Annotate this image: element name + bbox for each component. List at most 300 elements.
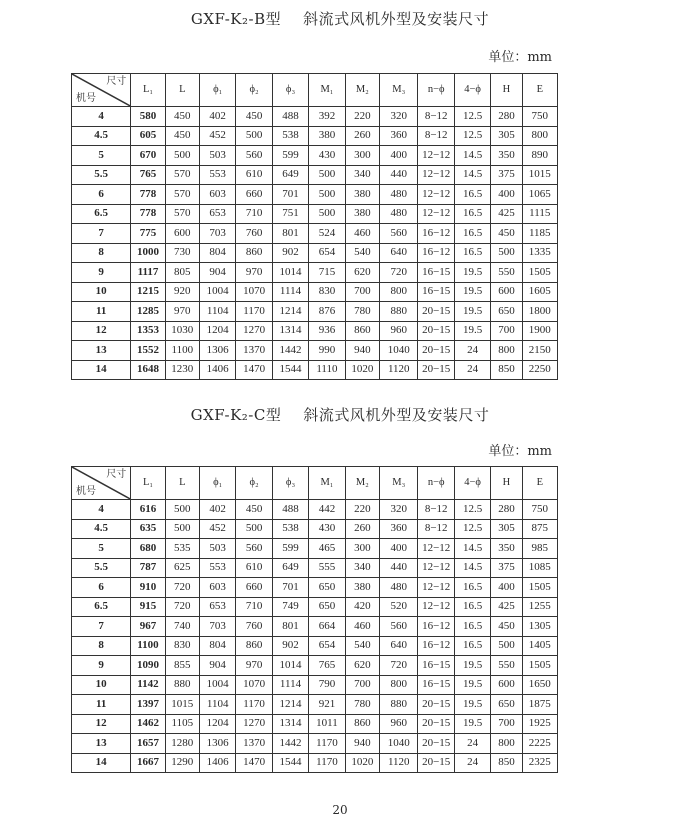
table-cell: 1544 (272, 360, 308, 380)
table-cell: 360 (379, 519, 418, 539)
table-cell: 14.5 (454, 539, 490, 559)
table-cell: 970 (236, 656, 272, 676)
table-cell: 800 (379, 282, 418, 302)
table-cell: 880 (379, 302, 418, 322)
table-cell: 650 (309, 578, 345, 598)
table-cell: 500 (309, 185, 345, 205)
table-cell: 778 (131, 185, 165, 205)
table-cell: 800 (379, 675, 418, 695)
table-cell: 1070 (236, 675, 272, 695)
table-cell: 16−12 (418, 636, 454, 656)
table-cell: 1100 (165, 341, 199, 361)
table-cell: 603 (199, 185, 235, 205)
table-cell: 16.5 (454, 578, 490, 598)
corner-label-model-no: 机号 (76, 486, 96, 497)
table-cell: 1170 (236, 302, 272, 322)
machine-number-cell: 7 (72, 617, 131, 637)
table-cell: 1065 (522, 185, 557, 205)
table-row (72, 519, 558, 539)
table-cell: 19.5 (454, 656, 490, 676)
table-cell: 1070 (236, 282, 272, 302)
table-row (72, 341, 558, 361)
table-cell: 970 (165, 302, 199, 322)
table-cell: 19.5 (454, 282, 490, 302)
machine-number-cell: 5 (72, 146, 131, 166)
table-row (72, 204, 558, 224)
table-cell: 700 (345, 675, 379, 695)
table-cell: 990 (309, 341, 345, 361)
table-cell: 500 (491, 243, 522, 263)
header-corner-cell (72, 74, 131, 107)
table-cell: 14.5 (454, 165, 490, 185)
table-row (72, 302, 558, 322)
table-cell: 350 (491, 539, 522, 559)
table-cell: 450 (236, 107, 272, 127)
table-cell: 1120 (379, 360, 418, 380)
column-header: ϕ₁ (199, 74, 235, 107)
table-cell: 300 (345, 539, 379, 559)
table-cell: 804 (199, 243, 235, 263)
table-cell: 720 (379, 263, 418, 283)
table-cell: 19.5 (454, 321, 490, 341)
table-cell: 24 (454, 341, 490, 361)
table-cell: 1117 (131, 263, 165, 283)
table-cell: 1552 (131, 341, 165, 361)
table-cell: 14.5 (454, 558, 490, 578)
table-cell: 760 (236, 224, 272, 244)
table-cell: 402 (199, 107, 235, 127)
table-cell: 710 (236, 204, 272, 224)
table-cell: 605 (131, 126, 165, 146)
table-cell: 855 (165, 656, 199, 676)
table-cell: 500 (236, 519, 272, 539)
table-cell: 1114 (272, 675, 308, 695)
table-cell: 660 (236, 185, 272, 205)
table-cell: 24 (454, 360, 490, 380)
table-cell: 12−12 (418, 204, 454, 224)
table-cell: 1280 (165, 734, 199, 754)
section-c-unit: 单位：mm (488, 444, 552, 459)
table-cell: 1305 (522, 617, 557, 637)
table-cell: 1505 (522, 656, 557, 676)
table-cell: 400 (379, 539, 418, 559)
table-row (72, 107, 558, 127)
table-cell: 16−15 (418, 656, 454, 676)
table-cell: 2225 (522, 734, 557, 754)
table-cell: 450 (236, 500, 272, 520)
table-row (72, 243, 558, 263)
table-cell: 500 (309, 165, 345, 185)
table-cell: 1115 (522, 204, 557, 224)
column-header: 4−ϕ (454, 467, 490, 500)
table-cell: 420 (345, 597, 379, 617)
table-row (72, 558, 558, 578)
table-cell: 8−12 (418, 107, 454, 127)
table-cell: 24 (454, 734, 490, 754)
table-cell: 1800 (522, 302, 557, 322)
table-cell: 340 (345, 165, 379, 185)
column-header: L₁ (131, 74, 165, 107)
machine-number-cell: 6.5 (72, 204, 131, 224)
table-cell: 305 (491, 519, 522, 539)
table-cell: 1335 (522, 243, 557, 263)
table-cell: 550 (491, 263, 522, 283)
table-cell: 1306 (199, 341, 235, 361)
table-cell: 380 (345, 185, 379, 205)
table-cell: 500 (165, 146, 199, 166)
table-cell: 1306 (199, 734, 235, 754)
table-cell: 20−15 (418, 302, 454, 322)
table-cell: 16.5 (454, 617, 490, 637)
table-cell: 488 (272, 107, 308, 127)
table-cell: 1657 (131, 734, 165, 754)
table-cell: 920 (165, 282, 199, 302)
table-cell: 2150 (522, 341, 557, 361)
table-cell: 380 (309, 126, 345, 146)
table-cell: 625 (165, 558, 199, 578)
table-cell: 1214 (272, 695, 308, 715)
table-row (72, 500, 558, 520)
table-cell: 1270 (236, 714, 272, 734)
table-cell: 800 (491, 341, 522, 361)
table-cell: 1442 (272, 341, 308, 361)
table-cell: 1925 (522, 714, 557, 734)
table-cell: 1090 (131, 656, 165, 676)
table-cell: 8−12 (418, 500, 454, 520)
table-cell: 680 (131, 539, 165, 559)
section-b-model: GXF-K₂-B型 (190, 10, 282, 28)
table-cell: 540 (345, 636, 379, 656)
machine-number-cell: 13 (72, 734, 131, 754)
section-b-unit: 单位：mm (488, 50, 552, 65)
table-cell: 570 (165, 185, 199, 205)
table-cell: 500 (491, 636, 522, 656)
machine-number-cell: 7 (72, 224, 131, 244)
table-cell: 1204 (199, 714, 235, 734)
table-cell: 12−12 (418, 185, 454, 205)
table-row (72, 675, 558, 695)
table-cell: 649 (272, 558, 308, 578)
table-cell: 524 (309, 224, 345, 244)
table-cell: 16−12 (418, 243, 454, 263)
table-cell: 1462 (131, 714, 165, 734)
table-cell: 860 (345, 714, 379, 734)
table-cell: 1104 (199, 695, 235, 715)
table-cell: 570 (165, 204, 199, 224)
table-cell: 1030 (165, 321, 199, 341)
table-cell: 16.5 (454, 597, 490, 617)
table-cell: 280 (491, 500, 522, 520)
table-cell: 1020 (345, 360, 379, 380)
table-cell: 600 (491, 282, 522, 302)
table-cell: 2325 (522, 753, 557, 773)
table-cell: 1230 (165, 360, 199, 380)
table-cell: 880 (379, 695, 418, 715)
table-cell: 875 (522, 519, 557, 539)
table-cell: 12.5 (454, 519, 490, 539)
table-cell: 375 (491, 558, 522, 578)
machine-number-cell: 9 (72, 656, 131, 676)
table-cell: 452 (199, 519, 235, 539)
table-cell: 936 (309, 321, 345, 341)
table-cell: 603 (199, 578, 235, 598)
column-header: H (491, 467, 522, 500)
table-cell: 1105 (165, 714, 199, 734)
table-cell: 640 (379, 636, 418, 656)
table-cell: 1014 (272, 656, 308, 676)
table-cell: 500 (165, 519, 199, 539)
table-cell: 400 (491, 185, 522, 205)
table-cell: 555 (309, 558, 345, 578)
section-c-model: GXF-K₂-C型 (190, 406, 282, 424)
table-cell: 710 (236, 597, 272, 617)
page-number: 20 (332, 803, 348, 817)
table-cell: 480 (379, 578, 418, 598)
table-cell: 653 (199, 597, 235, 617)
table-cell: 750 (522, 107, 557, 127)
machine-number-cell: 5.5 (72, 165, 131, 185)
machine-number-cell: 4.5 (72, 519, 131, 539)
table-cell: 440 (379, 165, 418, 185)
table-cell: 654 (309, 243, 345, 263)
table-cell: 503 (199, 146, 235, 166)
table-cell: 480 (379, 204, 418, 224)
table-cell: 12.5 (454, 126, 490, 146)
column-header: E (522, 467, 557, 500)
table-cell: 425 (491, 204, 522, 224)
table-cell: 360 (379, 126, 418, 146)
table-cell: 703 (199, 224, 235, 244)
machine-number-cell: 4 (72, 500, 131, 520)
table-cell: 19.5 (454, 263, 490, 283)
table-cell: 8−12 (418, 126, 454, 146)
table-cell: 800 (491, 734, 522, 754)
table-cell: 700 (491, 714, 522, 734)
header-row (72, 74, 558, 107)
table-cell: 775 (131, 224, 165, 244)
table-cell: 553 (199, 558, 235, 578)
table-cell: 760 (236, 617, 272, 637)
table-cell: 765 (131, 165, 165, 185)
table-cell: 830 (309, 282, 345, 302)
table-cell: 670 (131, 146, 165, 166)
table-cell: 430 (309, 146, 345, 166)
table-cell: 1015 (165, 695, 199, 715)
table-cell: 650 (491, 695, 522, 715)
column-header: M₃ (379, 74, 418, 107)
table-cell: 450 (491, 617, 522, 637)
table-cell: 740 (165, 617, 199, 637)
table-cell: 960 (379, 321, 418, 341)
table-cell: 538 (272, 519, 308, 539)
table-cell: 16.5 (454, 185, 490, 205)
table-cell: 750 (522, 500, 557, 520)
table-cell: 305 (491, 126, 522, 146)
table-cell: 300 (345, 146, 379, 166)
column-header: L (165, 74, 199, 107)
column-header: ϕ₂ (236, 467, 272, 500)
table-cell: 1470 (236, 753, 272, 773)
machine-number-cell: 6.5 (72, 597, 131, 617)
column-header: 4−ϕ (454, 74, 490, 107)
table-cell: 654 (309, 636, 345, 656)
table-cell: 260 (345, 126, 379, 146)
table-cell: 640 (379, 243, 418, 263)
table-cell: 904 (199, 656, 235, 676)
table-cell: 1353 (131, 321, 165, 341)
table-cell: 910 (131, 578, 165, 598)
table-cell: 19.5 (454, 302, 490, 322)
table-cell: 860 (236, 243, 272, 263)
table-cell: 720 (165, 597, 199, 617)
table-row (72, 282, 558, 302)
table-cell: 1215 (131, 282, 165, 302)
table-cell: 402 (199, 500, 235, 520)
table-cell: 780 (345, 695, 379, 715)
machine-number-cell: 14 (72, 753, 131, 773)
machine-number-cell: 11 (72, 695, 131, 715)
table-cell: 1650 (522, 675, 557, 695)
table-cell: 535 (165, 539, 199, 559)
table-cell: 830 (165, 636, 199, 656)
column-header: n−ϕ (418, 467, 454, 500)
table-cell: 650 (491, 302, 522, 322)
column-header: H (491, 74, 522, 107)
table-cell: 16−15 (418, 263, 454, 283)
table-cell: 1505 (522, 263, 557, 283)
table-row (72, 146, 558, 166)
table-cell: 1000 (131, 243, 165, 263)
table-cell: 701 (272, 578, 308, 598)
table-cell: 1442 (272, 734, 308, 754)
table-cell: 440 (379, 558, 418, 578)
column-header: E (522, 74, 557, 107)
table-cell: 20−15 (418, 714, 454, 734)
table-cell: 16−15 (418, 675, 454, 695)
table-cell: 580 (131, 107, 165, 127)
table-cell: 804 (199, 636, 235, 656)
table-cell: 720 (379, 656, 418, 676)
table-cell: 1170 (309, 753, 345, 773)
table-cell: 749 (272, 597, 308, 617)
table-cell: 610 (236, 165, 272, 185)
table-cell: 16−12 (418, 224, 454, 244)
table-cell: 12−12 (418, 539, 454, 559)
table-cell: 1270 (236, 321, 272, 341)
table-cell: 1406 (199, 753, 235, 773)
column-header: n−ϕ (418, 74, 454, 107)
table-cell: 1040 (379, 734, 418, 754)
table-cell: 635 (131, 519, 165, 539)
table-cell: 751 (272, 204, 308, 224)
table-cell: 1142 (131, 675, 165, 695)
table-cell: 1544 (272, 753, 308, 773)
table-cell: 1110 (309, 360, 345, 380)
machine-number-cell: 4.5 (72, 126, 131, 146)
table-cell: 488 (272, 500, 308, 520)
table-cell: 550 (491, 656, 522, 676)
table-cell: 1020 (345, 753, 379, 773)
table-cell: 703 (199, 617, 235, 637)
table-cell: 780 (345, 302, 379, 322)
table-cell: 1100 (131, 636, 165, 656)
machine-number-cell: 5.5 (72, 558, 131, 578)
table-cell: 500 (236, 126, 272, 146)
table-cell: 12−12 (418, 597, 454, 617)
table-cell: 1285 (131, 302, 165, 322)
table-cell: 20−15 (418, 341, 454, 361)
table-cell: 520 (379, 597, 418, 617)
table-cell: 16−15 (418, 282, 454, 302)
table-cell: 450 (165, 107, 199, 127)
table-cell: 1015 (522, 165, 557, 185)
machine-number-cell: 12 (72, 321, 131, 341)
table-cell: 1255 (522, 597, 557, 617)
column-header: M₁ (309, 74, 345, 107)
table-cell: 1185 (522, 224, 557, 244)
table-cell: 12−12 (418, 578, 454, 598)
column-header: ϕ₃ (272, 74, 308, 107)
table-cell: 876 (309, 302, 345, 322)
table-cell: 1170 (309, 734, 345, 754)
table-cell: 1290 (165, 753, 199, 773)
table-cell: 1370 (236, 341, 272, 361)
table-cell: 320 (379, 500, 418, 520)
column-header: L₁ (131, 467, 165, 500)
table-cell: 801 (272, 617, 308, 637)
table-cell: 560 (236, 146, 272, 166)
table-cell: 805 (165, 263, 199, 283)
table-cell: 616 (131, 500, 165, 520)
table-cell: 701 (272, 185, 308, 205)
table-cell: 16.5 (454, 224, 490, 244)
table-cell: 19.5 (454, 695, 490, 715)
table-cell: 599 (272, 539, 308, 559)
table-cell: 1314 (272, 321, 308, 341)
table-cell: 8−12 (418, 519, 454, 539)
machine-number-cell: 9 (72, 263, 131, 283)
column-header: M₁ (309, 467, 345, 500)
section-c-title (0, 404, 680, 425)
table-cell: 649 (272, 165, 308, 185)
table-cell: 610 (236, 558, 272, 578)
corner-label-size: 尺寸 (106, 76, 127, 87)
table-cell: 902 (272, 636, 308, 656)
table-cell: 430 (309, 519, 345, 539)
table-cell: 700 (491, 321, 522, 341)
table-cell: 392 (309, 107, 345, 127)
table-cell: 14.5 (454, 146, 490, 166)
table-cell: 1004 (199, 675, 235, 695)
machine-number-cell: 5 (72, 539, 131, 559)
table-row (72, 636, 558, 656)
table-cell: 915 (131, 597, 165, 617)
table-cell: 1170 (236, 695, 272, 715)
table-cell: 1470 (236, 360, 272, 380)
table-row (72, 185, 558, 205)
table-cell: 553 (199, 165, 235, 185)
table-cell: 16.5 (454, 204, 490, 224)
table-cell: 970 (236, 263, 272, 283)
table-row (72, 263, 558, 283)
machine-number-cell: 12 (72, 714, 131, 734)
table-cell: 400 (379, 146, 418, 166)
table-cell: 20−15 (418, 360, 454, 380)
table-cell: 450 (165, 126, 199, 146)
column-header: M₃ (379, 467, 418, 500)
table-cell: 1505 (522, 578, 557, 598)
table-cell: 1605 (522, 282, 557, 302)
